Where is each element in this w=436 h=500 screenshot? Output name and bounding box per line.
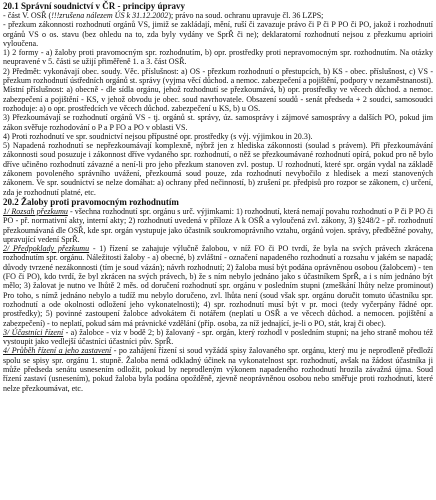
section-heading: 20.2 Žaloby proti pravomocným rozhodnutím — [3, 196, 179, 207]
paragraph: 3) Přezkoumávají se rozhodnutí orgánů VS - tj. orgánů st. správy, úz. samosprávy i zájmové samosprávy a dalších PO, pokud jim zákon svěřuje rozhodování o P a P FO a PO v oblasti VS. — [3, 113, 433, 132]
paragraph: 2) Předmět: vykonávají obec. soudy. Věc. příslušnost: a) OS - přezkum rozhodnutí o přestupcích, b) KS - obec. příslušnost, c) VS - přezkum rozhodnutí ústředních orgánů st. správy (vyjma věcí důchod. a nemoc. zabezpečení a pojištění, podpory v nezaměstnanosti). Místní příslušnost: a) obecně - dle sídla orgánu, jehož rozhodnutí se přezkoumává, b) opr. prostředky ve věcech důchod. a nemoc. zabezpečení a pojištění - KS, v jehož obvodu je obec. soud navrhovatele. Obsazení soudů - senát předseda + 2 soudci, samosoudci rozhoduje: a) o opr. prostředcích ve věcech důchod. zabezpečení u KS, b) u OS. — [3, 66, 434, 113]
paragraph: 5) Napadená rozhodnutí se nepřezkoumávají komplexně, nýbrž jen z hlediska zákonnosti (soulad s právem). Při přezkoumávání zákonnosti soud posuzuje i zákonnost dříve vydaného spr. rozhodnutí, o něž se přezkoumávané rozhodnutí opírá, pokud pro ně bylo dříve učiněno rozhodnutí závazné a není-li pro jeho přezkum stanoven zvl. postup. U rozhodnutí, které spr. orgán vydal na základě zákonem povoleného správního uvážení, přezkoumá soud pouze, zda rozhodnutí nevybočilo z hledisek a mezí stanovených zákonem. Ve spr. soudnictví se nelze domáhat: a) ochrany před nečinností, b) zrušení pr. předpisů pro rozpor se zákonem, c) určení, zda je rozhodnutí platné, etc. — [3, 141, 433, 197]
paragraph-text: - po zahájení řízení si soud vyžádá spisy žalovaného spr. orgánu, který mu je neprodleně předloží spolu se spisy spr. orgánu 1. stupně. Žaloba nemá odkladný účinek na vykonatelnost spr. rozhodnutí, avšak na žádost účastníka ji může předseda senátu usnesením odložit, pokud by neprodleným výkonem napadeného rozhodnutí hrozila závažná újma. Soud řízení zastaví (usnesením), pokud žaloba byla podána opožděně, zjevně neoprávněnou osobou nebo směřuje proti rozhodnutí, které nelze přezkoumávat, etc. — [3, 346, 433, 393]
subsection-label: 2/ Předpoklady přezkumu — [3, 244, 90, 254]
paragraph — [3, 244, 433, 328]
paragraph: 1) 2 formy - a) žaloby proti pravomocným spr. rozhodnutím, b) opr. prostředky proti nepravomocným spr. rozhodnutím. Na otázky neupravené v 5. části se užijí přiměřeně 1. a 3. část OSŘ. — [3, 48, 433, 67]
paragraph — [3, 346, 433, 392]
paragraph: 4) Proti rozhodnutí ve spr. soudnictví nejsou přípustné opr. prostředky (s výj. výjimkou in 20.3). — [3, 131, 313, 141]
subsection-label: 3/ Účastníci řízení — [3, 327, 64, 337]
paragraph: - přezkum zákonnosti rozhodnutí orgánů VS, jimiž se zakládají, mění, ruší či zavazuje právo či P či P PO či PO, jakož i rozhodnutí orgánů VS o os. stavu (bez ohledu na to, zda byly vydány ve SprŘ či ne); deklaratorní rozhodnutí nejsou z přezkumu aprioiri vyloučena. — [3, 20, 433, 48]
subsection-label: 1/ Rozsah přezkumu — [3, 206, 68, 216]
document-page — [3, 1, 433, 393]
paragraph — [3, 328, 433, 347]
subsection-label: 4/ Průběh řízení a jeho zastavení — [3, 346, 112, 356]
paragraph — [3, 11, 433, 20]
paragraph — [3, 207, 433, 244]
paragraph-text: - část V. OSŘ ( — [3, 11, 52, 20]
paragraph-text: - 1) řízení se zahajuje výlučně žalobou, v níž FO či PO tvrdí, že byla na svých právech zkrácena rozhodnutím spr. orgánu. Náležitosti žaloby - a) obecné, b) zvláštní - označení napadeného rozhodnutí a rozsahu v jakém se napadá; důvody tvrzené nezákonnosti (tím je soud vázán); návrh rozhodnutí; 2) žaloba musí být podána oprávněnou osobou (žalobcem) - ten (FO či PO), kdo tvrdí, že byl zkrácen na svých právech, b) že s ním nebylo jednáno jako s účastníkem SprŘ, a i s ním jednáno být mělo; 3) žalovat je nutno ve lhůtě 2 měs. od doručení rozhodnutí spr. orgánu v posledním stupni (zmeškání lhůty nelze prominout) Pro toho, s nímž jednáno nebylo a tudíž mu nebylo doručeno, zvl. lhůta není (soud však spr. orgánu doručit tomuto účastníku spr. rozhodnutí a ode okolnosti odložení jeho vykonatelnosti); 4) spr. rozhodnutí musí být v pr. moci (tedy vyčerpány řádné opr. prostředky); 5) povinné zastoupení žalobce advokátem či notářem (neplatí u OSŘ a ve věcech důchod. a nemocen. pojištění a zabezpečení) - to neplatí, pokud sám má právnické vzdělání (příp. osoba, za níž jednající, je-li o PO, stát, kraj či obec). — [3, 244, 433, 328]
paragraph-text: ); právo na soud. ochranu upravuje čl. 36 LZPS; — [168, 11, 324, 20]
section-heading: 20.1 Správní soudnictví v ČR - principy úpravy — [3, 1, 186, 11]
paragraph-text: - všechna rozhodnutí spr. orgánu s urč. výjimkami: 1) rozhodnutí, která nemají povahu rozhodnutí o P či P PO či PO - př. normativní akty, interní akty; 2) rozhodnutí uvedená v příloze A k OSŘ a vyloučená zvl. zákony, 3) §248/2 - př. rozhodnutí přezkoumávaná dle OSŘ, kde spr. orgán vystupuje jako účastník soukromoprávního vztahu, orgánů vojen. správy, předběžné povahy, upravující vedení SprŘ. — [3, 206, 433, 244]
paragraph-text: - a) žalobce - viz v bodě 2; b) žalovaný - spr. orgán, který rozhodl v posledním stupni; na jeho straně mohou též vystoupit jako vedlejší účastníci účastníci pův. SprŘ. — [3, 327, 433, 347]
annulment-note: !!!zrušena nálezem ÚS k 31.12.2002 — [51, 11, 169, 20]
